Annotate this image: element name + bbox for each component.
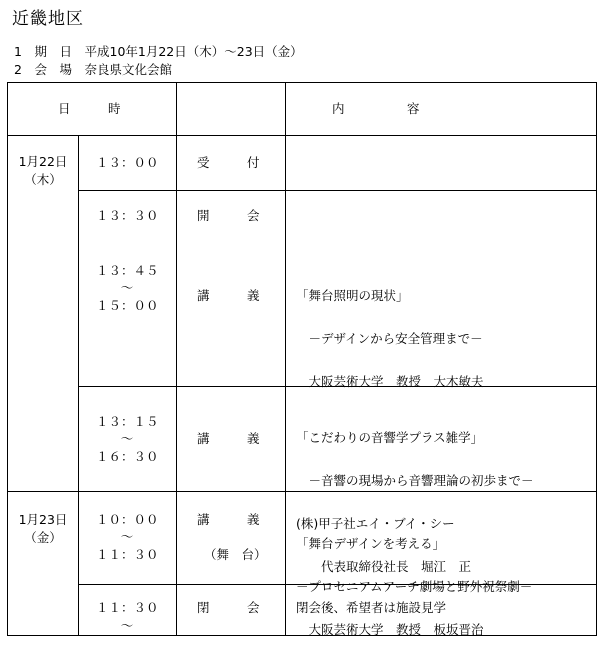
table-col-divider [78,135,79,636]
info-number: 1 [14,44,22,59]
desc-line: －音響の現場から音響理論の初歩まで－ [296,473,534,488]
item-cell: 受 付 [197,155,260,170]
desc-line: －デザインから安全管理まで－ [296,331,483,346]
time-tilde: ～ [120,529,134,544]
time-start: １１：３０ [96,600,159,615]
desc-cell [296,262,484,404]
item-sub: （舞 台） [204,547,267,562]
desc-line: 大阪芸術大学 教授 板坂晋治 [296,622,484,637]
info-number: 2 [14,62,22,77]
item-cell: 閉 会 [197,600,260,615]
table-col-divider [176,82,177,636]
time-tilde: ～ [120,431,134,446]
time-end: １６：３０ [96,449,159,464]
info-value: 平成10年1月22日（木）～23日（金） [84,44,303,59]
desc-cell [296,510,532,652]
time-tilde: ～ [120,618,134,633]
desc-line: 「舞台デザインを考える」 [296,536,446,551]
item-cell: 講 義 [197,431,260,446]
time-cell: １３：３０ [96,208,159,223]
day-date: 1月22日 [18,154,68,169]
desc-line: 「こだわりの音響学プラス雑学」 [296,430,484,445]
desc-line: 閉会後、希望者は施設見学 [296,600,447,615]
table-col-divider [285,82,286,636]
desc-line: 代表取締役社長 堀江 正 [296,559,472,574]
day-weekday: （金） [24,530,62,545]
header-content: 内 容 [332,101,420,116]
info-label: 会 場 [34,62,72,77]
desc-line: 大阪芸術大学 教授 大木敏夫 [296,374,484,389]
info-line-venue [14,60,172,78]
table-border-top [7,82,597,83]
info-line-dates [14,42,303,60]
day-date: 1月23日 [18,512,68,527]
header-datetime: 日 時 [58,101,121,116]
item-cell: 講 義 [197,512,260,527]
day-weekday: （木） [24,172,62,187]
desc-line: (株)甲子社エイ・ブイ・シー [296,516,455,531]
item-cell: 講 義 [197,288,260,303]
info-value: 奈良県文化会館 [84,62,173,77]
table-border-right [596,82,597,636]
table-row-divider [78,190,597,191]
time-start: １３：１５ [96,414,159,429]
time-tilde: ～ [120,280,134,295]
time-start: １３：４５ [96,263,159,278]
desc-line: 「舞台照明の現状」 [296,288,409,303]
time-cell: １３：００ [96,155,159,170]
time-end: １５：００ [96,298,159,313]
page-title: 近畿地区 [12,9,84,29]
desc-line: －プロセニアムアーチ劇場と野外祝祭劇－ [296,579,533,594]
table-header-divider [7,135,597,136]
info-label: 期 日 [34,44,72,59]
item-cell: 開 会 [197,208,260,223]
time-end: １１：３０ [96,547,159,562]
time-start: １０：００ [96,512,159,527]
